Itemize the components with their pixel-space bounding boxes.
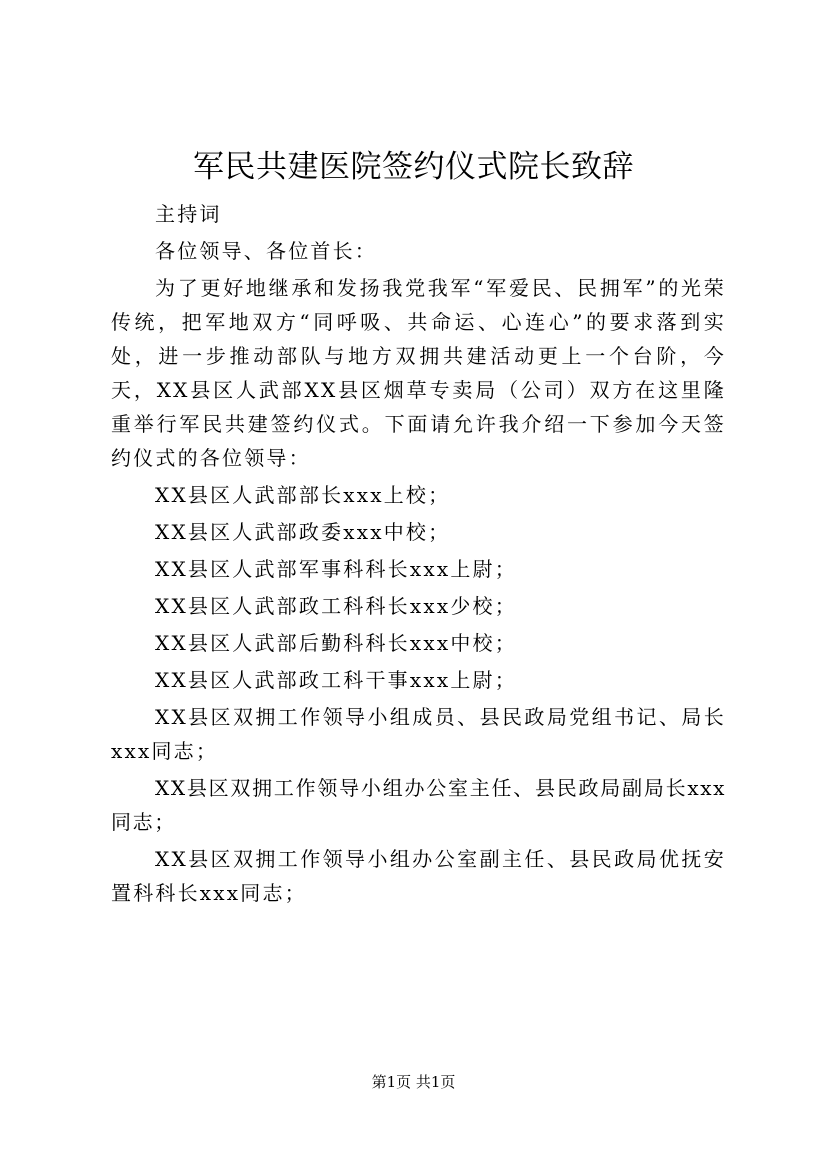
paragraph-leader-5: XX县区人武部后勤科科长xxx中校； [155, 631, 517, 655]
paragraph-leader-4: XX县区人武部政工科科长xxx少校； [155, 594, 517, 618]
paragraph-host-words: 主持词 [155, 202, 222, 226]
paragraph-leader-1: XX县区人武部部长xxx上校； [155, 483, 451, 507]
document-body [111, 197, 726, 913]
paragraph-leader-8: XX县区双拥工作领导小组办公室主任、县民政局副局长xxx同志； [111, 776, 726, 834]
document-title: 军民共建医院签约仪式院长致辞 [193, 149, 634, 185]
paragraph-greeting: 各位领导、各位首长： [155, 239, 377, 263]
paragraph-leader-7: XX县区双拥工作领导小组成员、县民政局党组书记、局长xxx同志； [111, 705, 726, 763]
paragraph-introduction: 为了更好地继承和发扬我党我军“军爱民、民拥军”的光荣传统，把军地双方“同呼吸、共命运、心连心”的要求落到实处，进一步推动部队与地方双拥共建活动更上一个台阶，今天，XX县区人武部XX县区烟草专卖局（公司）双方在这里隆重举行军民共建签约仪式。下面请允许我介绍一下参加今天签约仪式的各位领导： [111, 276, 726, 470]
page-footer: 第1页 共1页 [371, 1073, 456, 1091]
paragraph-leader-3: XX县区人武部军事科科长xxx上尉； [155, 557, 517, 581]
paragraph-leader-2: XX县区人武部政委xxx中校； [155, 520, 451, 544]
paragraph-leader-9: XX县区双拥工作领导小组办公室副主任、县民政局优抚安置科科长xxx同志； [111, 847, 726, 905]
paragraph-leader-6: XX县区人武部政工科干事xxx上尉； [155, 668, 517, 692]
